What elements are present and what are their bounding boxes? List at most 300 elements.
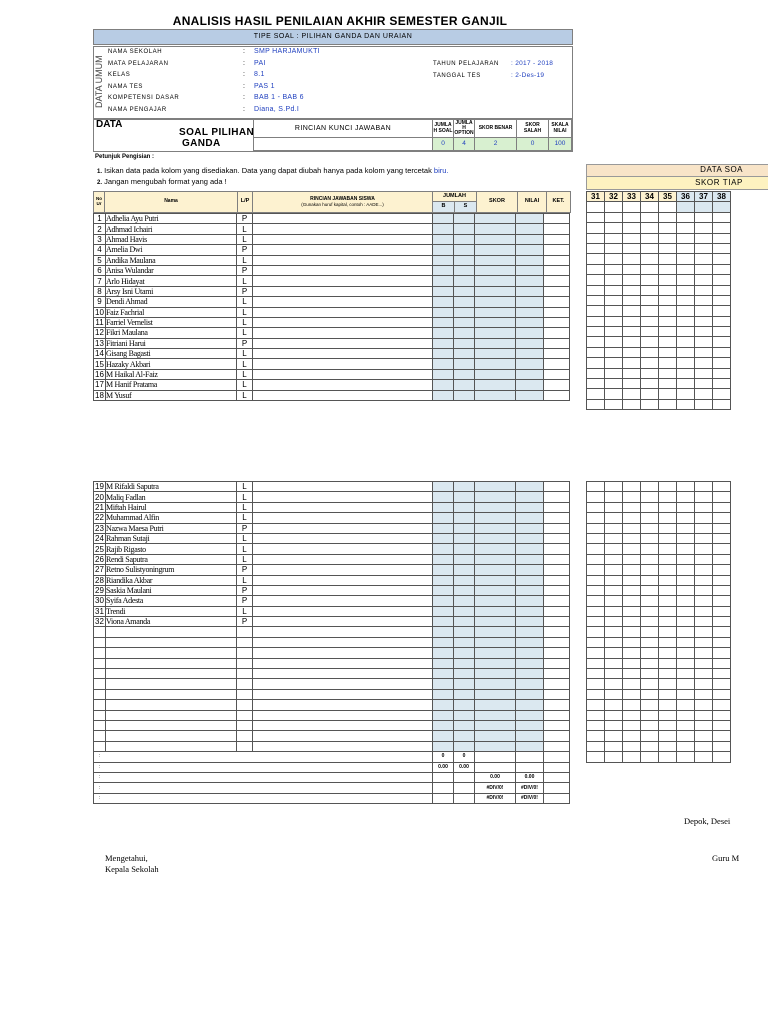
answer-cell[interactable] <box>253 359 433 369</box>
score-cell[interactable] <box>659 533 677 543</box>
score-cell[interactable] <box>713 243 731 253</box>
score-cell[interactable] <box>623 689 641 699</box>
student-gender[interactable]: P <box>237 585 253 595</box>
score-cell[interactable] <box>605 212 623 222</box>
blank-cell[interactable] <box>516 710 544 720</box>
score-cell[interactable] <box>677 327 695 337</box>
score-cell[interactable] <box>587 554 605 564</box>
score-cell[interactable] <box>659 554 677 564</box>
score-cell[interactable] <box>641 212 659 222</box>
score-cell[interactable] <box>677 492 695 502</box>
score-cell[interactable] <box>623 254 641 264</box>
score-cell[interactable] <box>713 617 731 627</box>
ket-cell[interactable] <box>544 585 570 595</box>
blank-cell[interactable] <box>253 741 433 751</box>
score-cell[interactable] <box>695 212 713 222</box>
score-cell[interactable] <box>677 368 695 378</box>
score-cell[interactable] <box>713 523 731 533</box>
student-gender[interactable]: L <box>237 554 253 564</box>
score-cell[interactable] <box>659 254 677 264</box>
student-name[interactable]: Faiz Fachrial <box>106 307 237 317</box>
student-gender[interactable]: L <box>237 390 253 400</box>
score-cell[interactable] <box>623 502 641 512</box>
info-value[interactable]: : 2-Des-19 <box>511 71 545 79</box>
ket-cell[interactable] <box>544 523 570 533</box>
score-cell[interactable] <box>623 513 641 523</box>
blank-cell[interactable] <box>433 720 454 730</box>
blank-cell[interactable] <box>106 720 237 730</box>
student-name[interactable]: Saskia Maulani <box>106 585 237 595</box>
blank-cell[interactable] <box>454 637 475 647</box>
blank-cell[interactable] <box>94 658 106 668</box>
student-gender[interactable]: L <box>237 317 253 327</box>
score-cell[interactable] <box>641 482 659 492</box>
blank-cell[interactable] <box>94 669 106 679</box>
score-cell[interactable] <box>623 679 641 689</box>
blank-cell[interactable] <box>253 669 433 679</box>
answer-cell[interactable] <box>253 565 433 575</box>
blank-cell[interactable] <box>94 720 106 730</box>
score-cell[interactable] <box>659 337 677 347</box>
score-cell[interactable] <box>641 710 659 720</box>
student-name[interactable]: Fikri Maulana <box>106 328 237 338</box>
score-cell[interactable] <box>605 689 623 699</box>
score-cell[interactable] <box>695 275 713 285</box>
score-cell[interactable] <box>659 544 677 554</box>
score-cell[interactable] <box>641 606 659 616</box>
score-cell[interactable] <box>695 585 713 595</box>
score-cell[interactable] <box>641 223 659 233</box>
score-cell[interactable] <box>605 492 623 502</box>
blank-cell[interactable] <box>106 658 237 668</box>
blank-cell[interactable] <box>94 741 106 751</box>
blank-cell[interactable] <box>237 679 253 689</box>
score-cell[interactable] <box>623 223 641 233</box>
score-cell[interactable] <box>695 264 713 274</box>
blank-cell[interactable] <box>237 648 253 658</box>
score-cell[interactable] <box>713 731 731 741</box>
score-cell[interactable] <box>659 648 677 658</box>
score-cell[interactable] <box>713 306 731 316</box>
blank-cell[interactable] <box>516 627 544 637</box>
score-cell[interactable] <box>713 720 731 730</box>
score-cell[interactable] <box>695 689 713 699</box>
score-cell[interactable] <box>695 731 713 741</box>
score-cell[interactable] <box>587 212 605 222</box>
ket-cell[interactable] <box>544 234 570 244</box>
score-cell[interactable] <box>605 627 623 637</box>
student-name[interactable]: Arsy Isni Utami <box>106 286 237 296</box>
student-gender[interactable]: L <box>237 482 253 492</box>
answer-cell[interactable] <box>253 265 433 275</box>
score-cell[interactable] <box>641 700 659 710</box>
score-cell[interactable] <box>605 554 623 564</box>
score-cell[interactable] <box>587 617 605 627</box>
blank-cell[interactable] <box>433 637 454 647</box>
score-cell[interactable] <box>659 233 677 243</box>
score-cell[interactable] <box>677 720 695 730</box>
score-cell[interactable] <box>587 627 605 637</box>
score-cell[interactable] <box>677 254 695 264</box>
student-name[interactable]: Rajib Rigasto <box>106 544 237 554</box>
blank-cell[interactable] <box>106 627 237 637</box>
answer-cell[interactable] <box>253 575 433 585</box>
student-gender[interactable]: P <box>237 338 253 348</box>
score-cell[interactable] <box>605 741 623 751</box>
blank-cell[interactable] <box>475 627 516 637</box>
score-cell[interactable] <box>641 741 659 751</box>
score-cell[interactable] <box>677 689 695 699</box>
ket-cell[interactable] <box>544 255 570 265</box>
score-cell[interactable] <box>713 658 731 668</box>
score-cell[interactable] <box>713 492 731 502</box>
blank-cell[interactable] <box>237 700 253 710</box>
jumlah-option-value[interactable]: 4 <box>453 137 475 151</box>
ket-cell[interactable] <box>544 297 570 307</box>
score-cell[interactable] <box>587 533 605 543</box>
score-cell[interactable] <box>641 689 659 699</box>
ket-cell[interactable] <box>544 482 570 492</box>
score-cell[interactable] <box>587 358 605 368</box>
score-cell[interactable] <box>623 554 641 564</box>
score-cell[interactable] <box>605 223 623 233</box>
student-gender[interactable]: P <box>237 523 253 533</box>
score-cell[interactable] <box>587 689 605 699</box>
score-cell[interactable] <box>695 669 713 679</box>
score-cell[interactable] <box>641 327 659 337</box>
score-cell[interactable] <box>605 752 623 762</box>
score-cell[interactable] <box>713 575 731 585</box>
score-cell[interactable] <box>677 637 695 647</box>
score-cell[interactable] <box>695 741 713 751</box>
score-cell[interactable] <box>677 617 695 627</box>
answer-cell[interactable] <box>253 606 433 616</box>
key-cell[interactable] <box>641 202 659 212</box>
score-cell[interactable] <box>659 627 677 637</box>
score-cell[interactable] <box>695 617 713 627</box>
blank-cell[interactable] <box>237 689 253 699</box>
ket-cell[interactable] <box>544 502 570 512</box>
score-cell[interactable] <box>587 720 605 730</box>
score-cell[interactable] <box>659 731 677 741</box>
score-cell[interactable] <box>641 596 659 606</box>
blank-cell[interactable] <box>516 637 544 647</box>
score-cell[interactable] <box>695 233 713 243</box>
score-cell[interactable] <box>695 627 713 637</box>
score-cell[interactable] <box>587 741 605 751</box>
score-cell[interactable] <box>713 212 731 222</box>
score-cell[interactable] <box>695 606 713 616</box>
blank-cell[interactable] <box>106 637 237 647</box>
blank-cell[interactable] <box>454 679 475 689</box>
score-cell[interactable] <box>587 306 605 316</box>
score-cell[interactable] <box>605 731 623 741</box>
student-name[interactable]: Gisang Bagasti <box>106 349 237 359</box>
score-cell[interactable] <box>713 223 731 233</box>
score-cell[interactable] <box>605 347 623 357</box>
ket-cell[interactable] <box>544 544 570 554</box>
blank-cell[interactable] <box>516 731 544 741</box>
score-cell[interactable] <box>641 648 659 658</box>
student-name[interactable]: Riandika Akbar <box>106 575 237 585</box>
score-cell[interactable] <box>695 316 713 326</box>
student-name[interactable]: Ahmad Havis <box>106 234 237 244</box>
score-cell[interactable] <box>641 347 659 357</box>
blank-cell[interactable] <box>94 648 106 658</box>
student-name[interactable]: Adhelia Ayu Putri <box>106 214 237 224</box>
student-gender[interactable]: P <box>237 214 253 224</box>
score-cell[interactable] <box>677 212 695 222</box>
score-cell[interactable] <box>677 358 695 368</box>
score-cell[interactable] <box>641 544 659 554</box>
student-gender[interactable]: L <box>237 369 253 379</box>
blank-cell[interactable] <box>454 710 475 720</box>
score-cell[interactable] <box>695 337 713 347</box>
score-cell[interactable] <box>605 316 623 326</box>
score-cell[interactable] <box>641 523 659 533</box>
score-cell[interactable] <box>659 223 677 233</box>
blank-cell[interactable] <box>516 669 544 679</box>
score-cell[interactable] <box>677 523 695 533</box>
score-cell[interactable] <box>587 243 605 253</box>
score-cell[interactable] <box>659 669 677 679</box>
score-cell[interactable] <box>641 337 659 347</box>
ket-cell[interactable] <box>544 245 570 255</box>
info-value[interactable]: PAS 1 <box>254 82 275 90</box>
score-cell[interactable] <box>713 741 731 751</box>
score-cell[interactable] <box>605 658 623 668</box>
score-cell[interactable] <box>605 254 623 264</box>
score-cell[interactable] <box>659 212 677 222</box>
score-cell[interactable] <box>623 358 641 368</box>
answer-cell[interactable] <box>253 523 433 533</box>
info-value[interactable]: PAI <box>254 59 266 67</box>
answer-cell[interactable] <box>253 585 433 595</box>
score-cell[interactable] <box>605 306 623 316</box>
score-cell[interactable] <box>659 596 677 606</box>
student-gender[interactable]: L <box>237 359 253 369</box>
student-gender[interactable]: L <box>237 502 253 512</box>
score-cell[interactable] <box>605 358 623 368</box>
score-cell[interactable] <box>605 337 623 347</box>
blank-cell[interactable] <box>475 700 516 710</box>
score-cell[interactable] <box>677 596 695 606</box>
student-name[interactable]: Anisa Wulandar <box>106 265 237 275</box>
score-cell[interactable] <box>677 295 695 305</box>
score-cell[interactable] <box>641 399 659 409</box>
score-cell[interactable] <box>587 337 605 347</box>
score-cell[interactable] <box>659 700 677 710</box>
blank-cell[interactable] <box>544 679 570 689</box>
blank-cell[interactable] <box>475 741 516 751</box>
score-cell[interactable] <box>587 482 605 492</box>
score-cell[interactable] <box>623 669 641 679</box>
blank-cell[interactable] <box>106 700 237 710</box>
score-cell[interactable] <box>605 617 623 627</box>
score-cell[interactable] <box>713 327 731 337</box>
student-gender[interactable]: L <box>237 224 253 234</box>
blank-cell[interactable] <box>544 669 570 679</box>
blank-cell[interactable] <box>544 648 570 658</box>
blank-cell[interactable] <box>106 731 237 741</box>
student-gender[interactable]: P <box>237 265 253 275</box>
student-gender[interactable]: P <box>237 286 253 296</box>
score-cell[interactable] <box>713 389 731 399</box>
ket-cell[interactable] <box>544 492 570 502</box>
student-gender[interactable]: L <box>237 255 253 265</box>
score-cell[interactable] <box>641 368 659 378</box>
jumlah-soal-value[interactable]: 0 <box>432 137 454 151</box>
score-cell[interactable] <box>641 637 659 647</box>
student-name[interactable]: Maliq Fadlan <box>106 492 237 502</box>
score-cell[interactable] <box>641 627 659 637</box>
score-cell[interactable] <box>587 606 605 616</box>
answer-cell[interactable] <box>253 533 433 543</box>
score-cell[interactable] <box>605 544 623 554</box>
score-cell[interactable] <box>713 637 731 647</box>
score-cell[interactable] <box>659 637 677 647</box>
student-name[interactable]: Arlo Hidayat <box>106 276 237 286</box>
score-cell[interactable] <box>713 379 731 389</box>
answer-cell[interactable] <box>253 214 433 224</box>
score-cell[interactable] <box>713 502 731 512</box>
score-cell[interactable] <box>605 533 623 543</box>
score-cell[interactable] <box>677 752 695 762</box>
score-cell[interactable] <box>623 492 641 502</box>
answer-cell[interactable] <box>253 513 433 523</box>
score-cell[interactable] <box>659 689 677 699</box>
blank-cell[interactable] <box>433 648 454 658</box>
score-cell[interactable] <box>677 700 695 710</box>
blank-cell[interactable] <box>106 669 237 679</box>
score-cell[interactable] <box>659 285 677 295</box>
score-cell[interactable] <box>587 523 605 533</box>
student-gender[interactable]: P <box>237 565 253 575</box>
score-cell[interactable] <box>713 533 731 543</box>
score-cell[interactable] <box>605 233 623 243</box>
score-cell[interactable] <box>713 544 731 554</box>
score-cell[interactable] <box>641 617 659 627</box>
student-name[interactable]: Andika Maulana <box>106 255 237 265</box>
blank-cell[interactable] <box>454 689 475 699</box>
score-cell[interactable] <box>587 575 605 585</box>
blank-cell[interactable] <box>253 731 433 741</box>
score-cell[interactable] <box>677 679 695 689</box>
score-cell[interactable] <box>659 492 677 502</box>
score-cell[interactable] <box>623 347 641 357</box>
score-cell[interactable] <box>659 585 677 595</box>
blank-cell[interactable] <box>94 710 106 720</box>
student-gender[interactable]: L <box>237 544 253 554</box>
ket-cell[interactable] <box>544 575 570 585</box>
score-cell[interactable] <box>605 648 623 658</box>
score-cell[interactable] <box>677 741 695 751</box>
blank-cell[interactable] <box>516 700 544 710</box>
ket-cell[interactable] <box>544 286 570 296</box>
blank-cell[interactable] <box>433 731 454 741</box>
score-cell[interactable] <box>659 752 677 762</box>
score-cell[interactable] <box>659 658 677 668</box>
score-cell[interactable] <box>641 295 659 305</box>
blank-cell[interactable] <box>237 669 253 679</box>
student-name[interactable]: Miftah Hairul <box>106 502 237 512</box>
ket-cell[interactable] <box>544 554 570 564</box>
score-cell[interactable] <box>677 669 695 679</box>
skor-benar-value[interactable]: 2 <box>474 137 517 151</box>
score-cell[interactable] <box>677 389 695 399</box>
score-cell[interactable] <box>623 337 641 347</box>
score-cell[interactable] <box>659 513 677 523</box>
score-cell[interactable] <box>677 513 695 523</box>
blank-cell[interactable] <box>106 689 237 699</box>
blank-cell[interactable] <box>544 627 570 637</box>
score-cell[interactable] <box>713 264 731 274</box>
score-cell[interactable] <box>677 275 695 285</box>
ket-cell[interactable] <box>544 214 570 224</box>
score-cell[interactable] <box>623 264 641 274</box>
score-cell[interactable] <box>641 275 659 285</box>
student-name[interactable]: M Rifaldi Saputra <box>106 482 237 492</box>
score-cell[interactable] <box>695 482 713 492</box>
answer-cell[interactable] <box>253 307 433 317</box>
score-cell[interactable] <box>623 523 641 533</box>
ket-cell[interactable] <box>544 349 570 359</box>
blank-cell[interactable] <box>544 700 570 710</box>
blank-cell[interactable] <box>253 658 433 668</box>
student-gender[interactable]: P <box>237 617 253 627</box>
score-cell[interactable] <box>605 327 623 337</box>
score-cell[interactable] <box>587 316 605 326</box>
score-cell[interactable] <box>623 637 641 647</box>
blank-cell[interactable] <box>433 689 454 699</box>
blank-cell[interactable] <box>475 658 516 668</box>
ket-cell[interactable] <box>544 224 570 234</box>
score-cell[interactable] <box>587 710 605 720</box>
answer-cell[interactable] <box>253 317 433 327</box>
score-cell[interactable] <box>641 389 659 399</box>
score-cell[interactable] <box>587 347 605 357</box>
key-cell[interactable] <box>677 202 695 212</box>
blank-cell[interactable] <box>94 700 106 710</box>
score-cell[interactable] <box>677 285 695 295</box>
blank-cell[interactable] <box>475 731 516 741</box>
score-cell[interactable] <box>587 596 605 606</box>
answer-cell[interactable] <box>253 554 433 564</box>
score-cell[interactable] <box>695 596 713 606</box>
blank-cell[interactable] <box>253 627 433 637</box>
score-cell[interactable] <box>587 492 605 502</box>
score-cell[interactable] <box>695 389 713 399</box>
blank-cell[interactable] <box>454 669 475 679</box>
score-cell[interactable] <box>713 368 731 378</box>
score-cell[interactable] <box>605 720 623 730</box>
score-cell[interactable] <box>641 264 659 274</box>
ket-cell[interactable] <box>544 596 570 606</box>
score-cell[interactable] <box>605 679 623 689</box>
score-cell[interactable] <box>587 513 605 523</box>
score-cell[interactable] <box>659 358 677 368</box>
score-cell[interactable] <box>695 295 713 305</box>
score-cell[interactable] <box>713 358 731 368</box>
score-cell[interactable] <box>695 358 713 368</box>
score-cell[interactable] <box>713 669 731 679</box>
score-cell[interactable] <box>587 648 605 658</box>
score-cell[interactable] <box>587 233 605 243</box>
blank-cell[interactable] <box>106 710 237 720</box>
score-cell[interactable] <box>623 565 641 575</box>
key-cell[interactable] <box>659 202 677 212</box>
score-cell[interactable] <box>659 710 677 720</box>
